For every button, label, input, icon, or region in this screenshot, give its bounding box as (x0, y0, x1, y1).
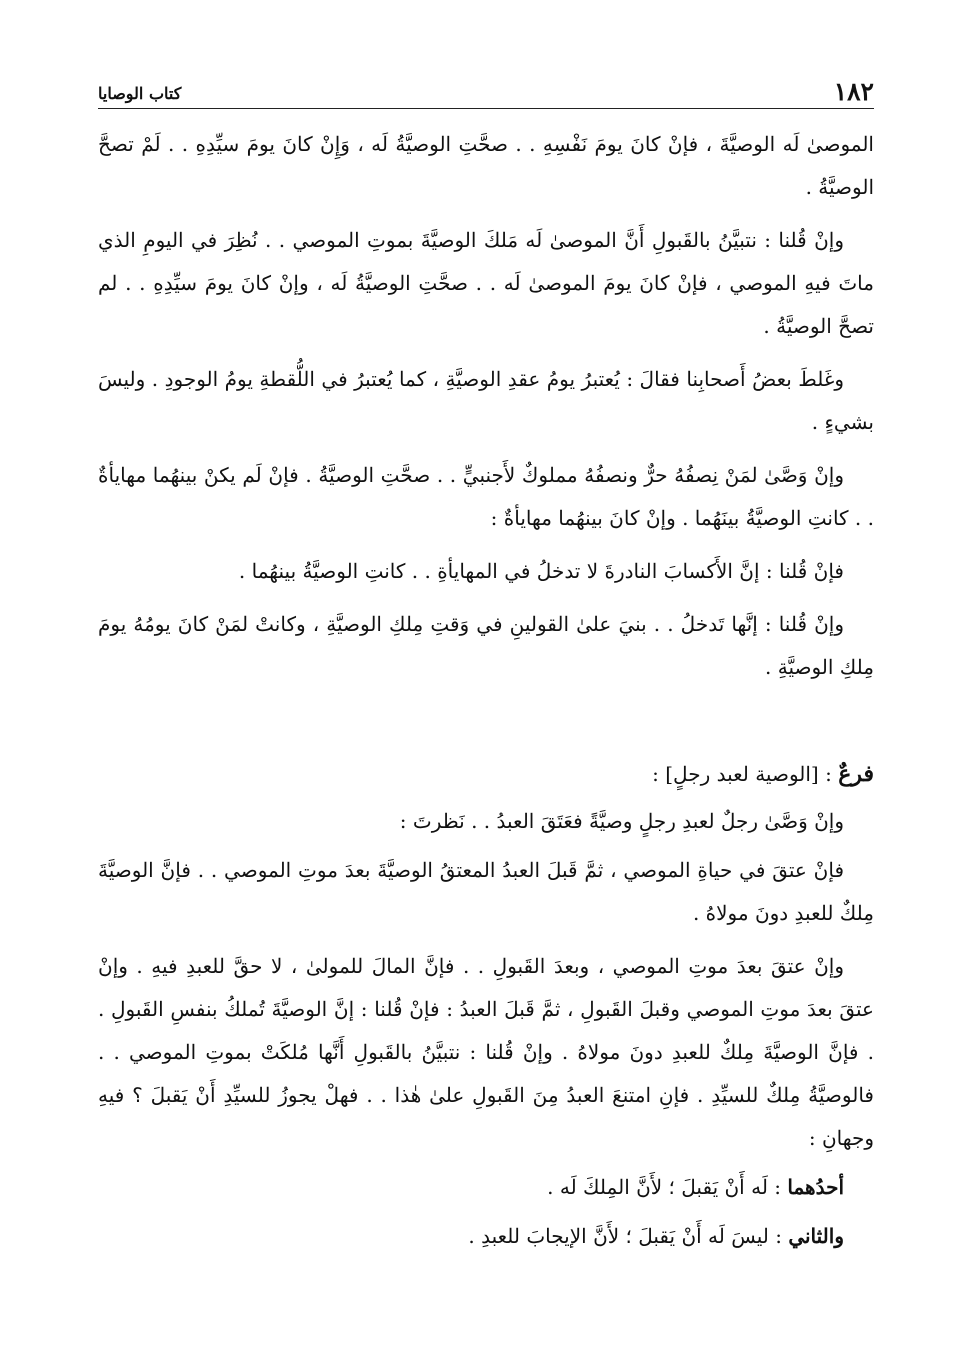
running-title: كتاب الوصايا (98, 84, 182, 103)
paragraph: وإنْ وَصَّىٰ لمَنْ نِصفُهُ حرٌّ ونصفُهُ مملوكٌ لأَجنبيٍّ . . صحَّتِ الوصيَّةُ . فإنْ لَم يكنْ بينهُما مهايأةٌ . . كانتِ الوصيَّةُ بينَهُما . وإنْ كانَ بينهُما مهايأةٌ : (98, 463, 874, 530)
section-keyword: فرعٌ (838, 761, 874, 787)
page-number: ١٨٢ (833, 77, 874, 106)
paragraph: وإنْ قُلنا : إنَّها تَدخلُ . . بنيَ علىٰ القولينِ في وَقتِ مِلكِ الوصيَّةِ ، وكانتْ لمَنْ كانَ يومُهُ يومَ مِلكِ الوصيَّةِ . (98, 612, 874, 679)
paragraph: فإنْ قُلنا : إنَّ الأَكسابَ النادرةَ لا تدخلُ في المهايأةِ . . كانتِ الوصيَّةُ بينهُما . (238, 559, 844, 583)
option-label: والثاني (788, 1224, 844, 1248)
option-text: : ليسَ لَه أَنْ يَقبلَ ؛ لأَنَّ الإيجابَ للعبدِ . (468, 1224, 782, 1248)
option-text: : لَه أَنْ يَقبلَ ؛ لأَنَّ المِلكَ لَه . (547, 1175, 782, 1199)
section-title: : [الوصية لعبد رجلٍ] : (652, 762, 832, 786)
paragraph: وإنْ عتقَ بعدَ موتِ الموصي ، وبعدَ القَبولِ . . فإنَّ المالَ للمولىٰ ، لا حقَّ للعبدِ فيهِ . وإنْ عتقَ بعدَ موتِ الموصي وقبلَ القَبولِ ، ثمَّ قَبلَ العبدُ : فإنْ قُلنا : إنَّ الوصيَّةَ تُملكُ بنفسِ القَبولِ . . فإنَّ الوصيَّةَ مِلكٌ للعبدِ دونَ مولاهُ . وإنْ قُلنا : نتبيَّنُ بالقَبولِ أَنَّها مُلكَتْ بموتِ الموصي . . فالوصيَّةُ مِلكٌ للسيِّدِ . فإنِ امتنعَ العبدُ مِنَ القَبولِ علىٰ هٰذا . . فهلْ يجوزُ للسيِّدِ أَنْ يَقبلَ ؟ فيهِ وجهانِ : (98, 954, 874, 1150)
option-paragraph (98, 1215, 874, 1258)
paragraph: وغَلطَ بعضُ أَصحابِنا فقالَ : يُعتبرُ يومُ عقدِ الوصيَّةِ ، كما يُعتبرُ في اللُّقطةِ يومُ الوجودِ . وليسَ بشيءٍ . (98, 367, 874, 434)
book-page (98, 70, 874, 1264)
paragraph: وإنْ قُلنا : نتبيَّنُ بالقَبولِ أَنَّ الموصىٰ لَه مَلكَ الوصيَّةَ بموتِ الموصي . . نُظِرَ في اليومِ الذي ماتَ فيهِ الموصي ، فإنْ كانَ يومَ الموصىٰ لَه . . صحَّتِ الوصيَّةُ لَه ، وإنْ كانَ يومَ سيِّدِهِ . . لم تصحَّ الوصيَّةُ . (98, 228, 874, 338)
page-body (98, 123, 874, 1258)
paragraph: وإنْ وَصَّىٰ رجلٌ لعبدِ رجلٍ وصيَّةً فعَتَقَ العبدُ . . نَظرتَ : (399, 809, 844, 833)
section-gap (98, 699, 874, 753)
section-heading (98, 753, 874, 796)
paragraph: الموصىٰ لَه الوصيَّةَ ، فإنْ كانَ يومَ نَفْسِهِ . . صحَّتِ الوصيَّةُ لَه ، وَإِنْ كانَ يومَ سيِّدِهِ . . لَمْ تصحَّ الوصيَّةُ . (98, 132, 874, 199)
option-paragraph (98, 1166, 874, 1209)
paragraph: فإنْ عتقَ في حياةِ الموصي ، ثمَّ قَبلَ العبدُ المعتقُ الوصيَّةَ بعدَ موتِ الموصي . . فإنَّ الوصيَّةَ مِلكٌ للعبدِ دونَ مولاهُ . (98, 858, 874, 925)
option-label: أحدُهما (787, 1175, 844, 1199)
page-header (98, 70, 874, 109)
